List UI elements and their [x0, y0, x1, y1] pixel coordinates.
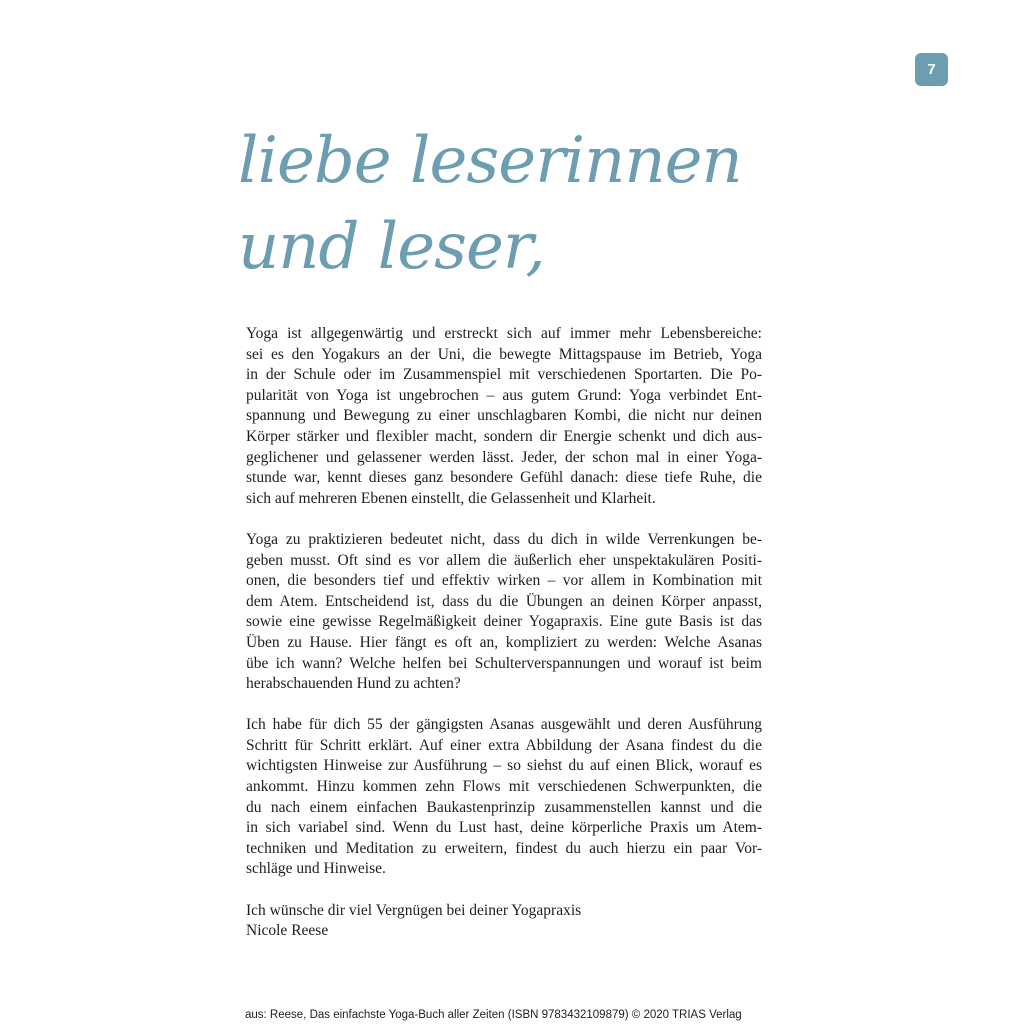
- signature: Nicole Reese: [246, 922, 329, 940]
- text-line: sich auf mehreren Ebenen einstellt, die Gelassenheit und Klarheit.: [246, 489, 656, 507]
- text-line: geglichener und gelassener werden lässt. Jeder, der schon mal in einer Yoga-: [246, 448, 762, 466]
- text-line: sowie eine gewisse Regelmäßigkeit deiner Yogapraxis. Eine gute Basis ist das: [246, 613, 762, 631]
- text-line: geben musst. Oft sind es vor allem die äußerlich eher unspektakulären Positi-: [246, 551, 762, 569]
- text-line: onen, die besonders tief und effektiv wirken – vor allem in Kombination mit: [246, 572, 762, 590]
- text-line: sei es den Yogakurs an der Uni, die bewegte Mittagspause im Betrieb, Yoga: [246, 345, 762, 363]
- text-line: herabschauenden Hund zu achten?: [246, 675, 461, 693]
- text-line: stunde war, kennt dieses ganz besondere Gefühl danach: diese tiefe Ruhe, die: [246, 469, 762, 487]
- closing-line: Ich wünsche dir viel Vergnügen bei deiner Yogapraxis: [246, 901, 582, 919]
- letter-body: [246, 324, 762, 962]
- text-line: schläge und Hinweise.: [246, 860, 386, 878]
- text-line: übe ich wann? Welche helfen bei Schulterverspannungen und worauf ist beim: [246, 654, 762, 672]
- page-headline: [238, 118, 742, 290]
- paragraph-3: [246, 715, 762, 880]
- text-line: wichtigsten Hinweise zur Ausführung – so siehst du auf einen Blick, worauf es: [246, 757, 762, 775]
- text-line: pularität von Yoga ist ungebrochen – aus gutem Grund: Yoga verbindet Ent-: [246, 386, 762, 404]
- text-line: Schritt für Schritt erklärt. Auf einer extra Abbildung der Asana findest du die: [246, 736, 762, 754]
- text-line: Üben zu Hause. Hier fängt es oft an, kompliziert zu werden: Welche Asanas: [246, 633, 762, 651]
- text-line: techniken und Meditation zu erweitern, findest du auch hierzu ein paar Vor-: [246, 839, 762, 857]
- text-line: Yoga zu praktizieren bedeutet nicht, dass du dich in wilde Verrenkungen be-: [246, 530, 762, 548]
- page-number-badge: 7: [915, 53, 948, 86]
- text-line: in sich variabel sind. Wenn du Lust hast, deine körperliche Praxis um Atem-: [246, 819, 762, 837]
- paragraph-1: [246, 324, 762, 509]
- text-line: dem Atem. Entscheidend ist, dass du die Übungen an deinen Körper anpasst,: [246, 592, 762, 610]
- text-line: du nach einem einfachen Baukastenprinzip zusammenstellen kannst und die: [246, 798, 762, 816]
- source-footer: aus: Reese, Das einfachste Yoga-Buch aller Zeiten (ISBN 9783432109879) © 2020 TRIAS Verlag: [245, 1009, 742, 1021]
- headline-line-2: und leser,: [238, 210, 545, 284]
- text-line: spannung und Bewegung zu einer unschlagbaren Kombi, die nicht nur deinen: [246, 407, 762, 425]
- text-line: Yoga ist allgegenwärtig und erstreckt sich auf immer mehr Lebensbereiche:: [246, 325, 762, 342]
- paragraph-2: [246, 530, 762, 695]
- closing: [246, 901, 762, 942]
- text-line: Körper stärker und flexibler macht, sondern dir Energie schenkt und dich aus-: [246, 427, 762, 445]
- text-line: ankommt. Hinzu kommen zehn Flows mit verschiedenen Schwerpunkten, die: [246, 778, 762, 796]
- headline-line-1: liebe leserinnen: [238, 124, 742, 198]
- text-line: in der Schule oder im Zusammenspiel mit verschiedenen Sportarten. Die Po-: [246, 366, 762, 384]
- text-line: Ich habe für dich 55 der gängigsten Asanas ausgewählt und deren Ausführung: [246, 716, 762, 734]
